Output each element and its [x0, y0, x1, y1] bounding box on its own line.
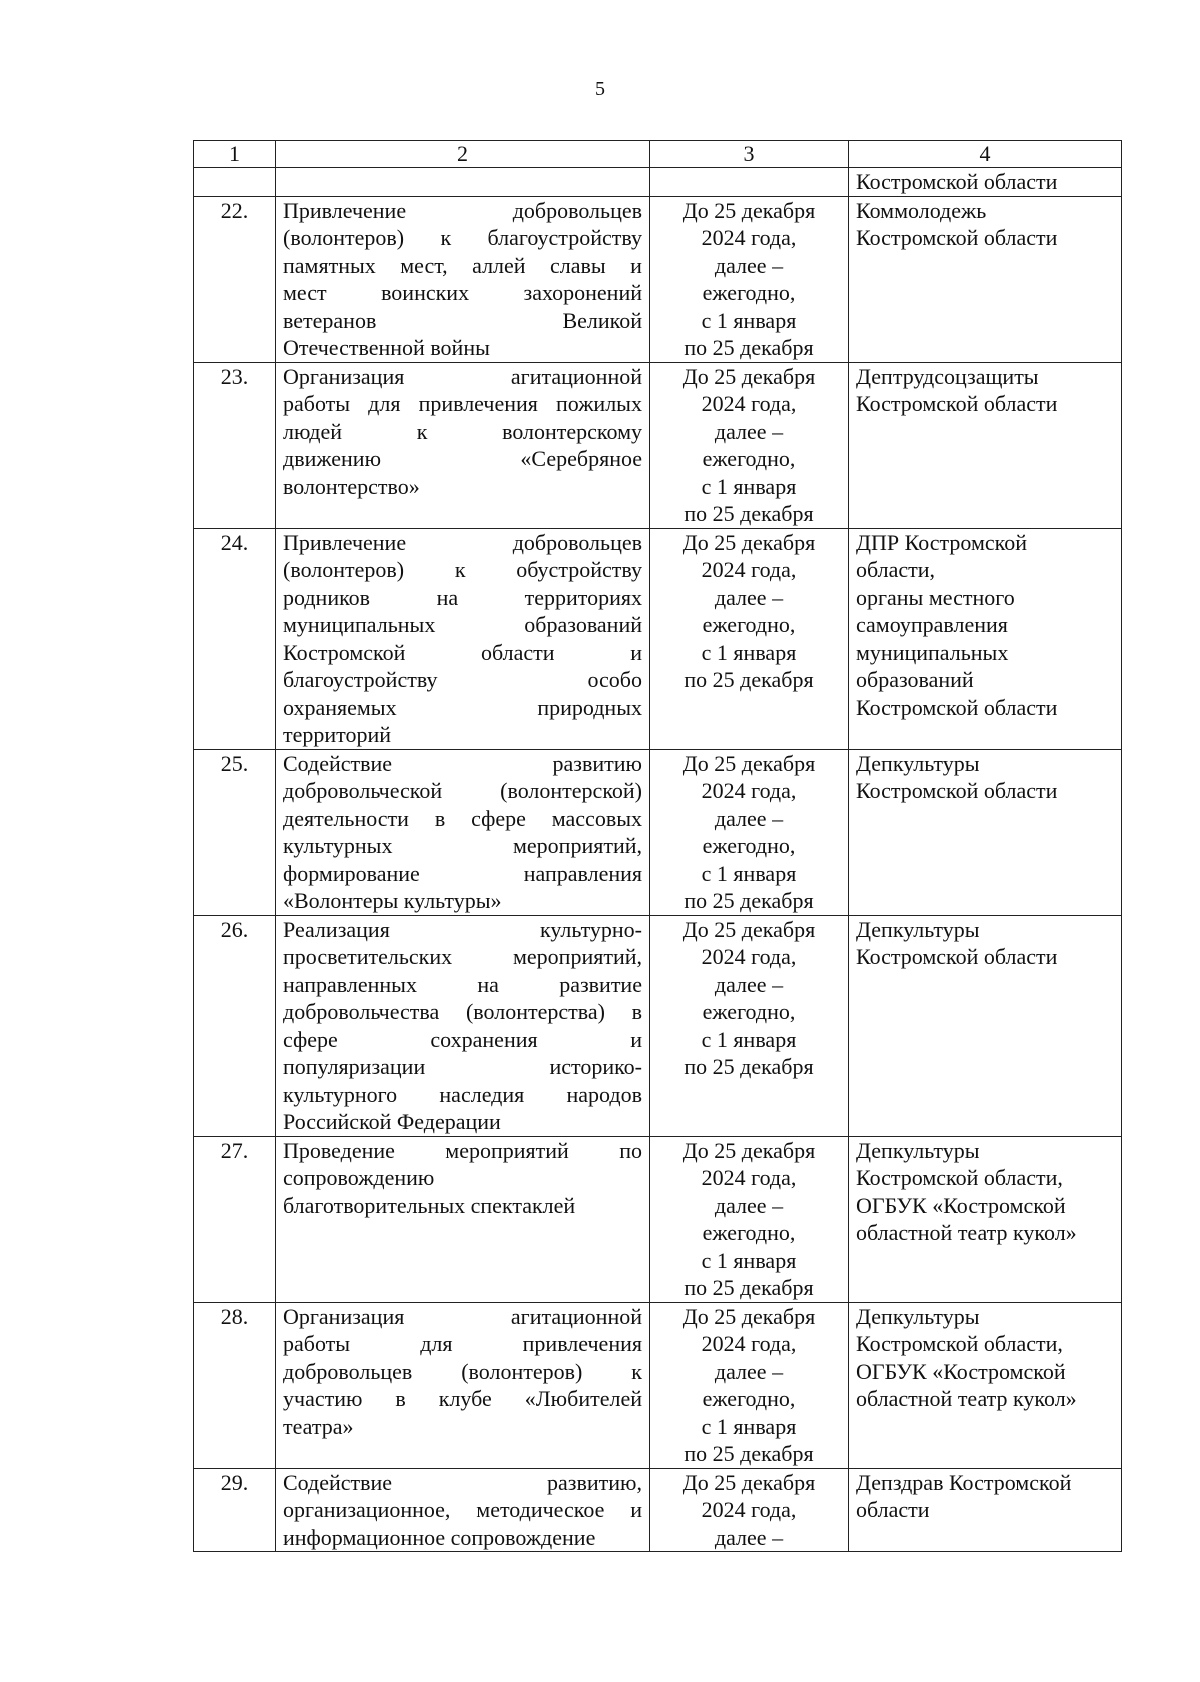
term-line: До 25 декабря — [682, 750, 816, 776]
activity-cell — [276, 196, 650, 362]
term-line: далее – — [714, 1358, 784, 1384]
activity-cell — [276, 1302, 650, 1468]
responsible-line: муниципальных — [856, 639, 1009, 665]
table-row — [194, 749, 1122, 915]
term-line: ежегодно, — [702, 612, 796, 637]
term-line: 2024 года, — [701, 557, 797, 582]
activity-line: людей к волонтерскому — [283, 418, 642, 444]
term-line: по 25 декабря — [684, 501, 814, 526]
term-line: До 25 декабря — [682, 916, 816, 942]
responsible-cell — [849, 1468, 1122, 1552]
activity-line: деятельности в сфере массовых — [283, 805, 642, 831]
activity-line: (волонтеров) к обустройству — [283, 557, 642, 582]
responsible-cell — [849, 362, 1122, 528]
activity-cell — [276, 362, 650, 528]
responsible-line: Коммолодежь — [856, 197, 987, 223]
row-number: 26. — [194, 915, 276, 1136]
activity-line: памятных мест, аллей славы и — [283, 252, 642, 278]
term-cell — [650, 749, 849, 915]
activity-line: добровольческой (волонтерской) — [283, 778, 642, 803]
activity-line: Российской Федерации — [283, 1109, 501, 1134]
term-cell — [650, 362, 849, 528]
responsible-cell — [849, 168, 1122, 197]
activity-line: работы для привлечения пожилых — [283, 391, 642, 416]
activity-line: формирование направления — [283, 860, 642, 886]
term-line: 2024 года, — [701, 1165, 797, 1190]
table-row — [194, 1302, 1122, 1468]
term-line: с 1 января — [701, 1413, 797, 1439]
activity-line: добровольцев (волонтеров) к — [283, 1358, 642, 1384]
plan-table — [193, 140, 1122, 1552]
term-line: далее – — [714, 805, 784, 831]
activity-line: сопровождению — [283, 1165, 435, 1190]
activity-line: Организация агитационной — [283, 363, 642, 389]
term-cell — [650, 168, 849, 197]
activity-line: культурных мероприятий, — [283, 833, 642, 858]
activity-line: популяризации историко- — [283, 1054, 642, 1079]
table-row — [194, 362, 1122, 528]
activity-line: движению «Серебряное — [283, 446, 642, 471]
activity-line: просветительских мероприятий, — [283, 944, 642, 969]
responsible-line: ОГБУК «Костромской — [856, 1358, 1066, 1384]
responsible-line: образований — [856, 667, 974, 692]
activity-line: Реализация культурно- — [283, 916, 642, 942]
responsible-cell — [849, 749, 1122, 915]
activity-line: ветеранов Великой — [283, 307, 642, 333]
activity-line: театра» — [283, 1413, 354, 1439]
activity-line: добровольчества (волонтерства) в — [283, 999, 642, 1024]
responsible-cell — [849, 915, 1122, 1136]
activity-cell — [276, 915, 650, 1136]
responsible-line: Костромской области, — [856, 1331, 1063, 1356]
responsible-cell — [849, 1136, 1122, 1302]
term-line: далее – — [714, 584, 784, 610]
row-number: 28. — [194, 1302, 276, 1468]
term-line: ежегодно, — [702, 446, 796, 471]
term-line: ежегодно, — [702, 280, 796, 305]
activity-line: Отечественной войны — [283, 335, 490, 360]
activity-line: волонтерство» — [283, 473, 420, 499]
responsible-line: Депкультуры — [856, 916, 980, 942]
activity-line: благоустройству особо — [283, 667, 642, 692]
term-line: по 25 декабря — [684, 1275, 814, 1300]
responsible-line: Костромской области — [856, 694, 1058, 720]
term-line: 2024 года, — [701, 944, 797, 969]
activity-line: организационное, методическое и — [283, 1497, 642, 1522]
responsible-line: Костромской области — [856, 391, 1058, 416]
column-number: 3 — [650, 141, 849, 168]
activity-line: мест воинских захоронений — [283, 280, 642, 305]
responsible-line: Депкультуры — [856, 1303, 980, 1329]
responsible-line: самоуправления — [856, 612, 1008, 637]
term-line: с 1 января — [701, 1247, 797, 1273]
row-number: 22. — [194, 196, 276, 362]
term-line: ежегодно, — [702, 833, 796, 858]
term-line: До 25 декабря — [682, 363, 816, 389]
responsible-line: Костромской области, — [856, 1165, 1063, 1190]
activity-line: культурного наследия народов — [283, 1081, 642, 1107]
activity-line: территорий — [283, 722, 392, 747]
term-line: по 25 декабря — [684, 888, 814, 913]
activity-line: Содействие развитию, — [283, 1469, 642, 1495]
table-row — [194, 528, 1122, 749]
column-number-row — [194, 141, 1122, 168]
responsible-line: области — [856, 1497, 930, 1522]
term-line: с 1 января — [701, 307, 797, 333]
responsible-line: ОГБУК «Костромской — [856, 1192, 1066, 1218]
responsible-line: Костромской области — [856, 944, 1058, 969]
term-line: 2024 года, — [701, 778, 797, 803]
responsible-line: области, — [856, 557, 936, 582]
table-row — [194, 196, 1122, 362]
table-row — [194, 915, 1122, 1136]
responsible-line: областной театр кукол» — [856, 1220, 1077, 1245]
activity-line: благотворительных спектаклей — [283, 1192, 576, 1218]
activity-cell — [276, 528, 650, 749]
term-line: далее – — [714, 252, 784, 278]
activity-cell — [276, 1468, 650, 1552]
responsible-line: органы местного — [856, 584, 1015, 610]
term-line: далее – — [714, 1524, 784, 1550]
responsible-cell — [849, 196, 1122, 362]
responsible-line: Депкультуры — [856, 750, 980, 776]
activity-line: муниципальных образований — [283, 612, 642, 637]
activity-line: сфере сохранения и — [283, 1026, 642, 1052]
activity-cell — [276, 749, 650, 915]
activity-line: Костромской области и — [283, 639, 642, 665]
page-number: 5 — [595, 78, 605, 100]
term-cell — [650, 528, 849, 749]
row-number: 29. — [194, 1468, 276, 1552]
activity-line: Содействие развитию — [283, 750, 642, 776]
term-cell — [650, 1136, 849, 1302]
continuation-row — [194, 168, 1122, 197]
term-line: далее – — [714, 971, 784, 997]
responsible-line: Депздрав Костромской — [856, 1469, 1072, 1495]
term-cell — [650, 1468, 849, 1552]
term-line: До 25 декабря — [682, 529, 816, 555]
column-number: 1 — [194, 141, 276, 168]
term-cell — [650, 915, 849, 1136]
row-number: 24. — [194, 528, 276, 749]
term-line: 2024 года, — [701, 391, 797, 416]
term-line: по 25 декабря — [684, 335, 814, 360]
activity-line: направленных на развитие — [283, 971, 642, 997]
plan-table-body — [194, 168, 1122, 1552]
term-line: 2024 года, — [701, 1331, 797, 1356]
term-line: ежегодно, — [702, 1386, 796, 1411]
table-row — [194, 1468, 1122, 1552]
responsible-line: Дептрудсоцзащиты — [856, 363, 1039, 389]
term-line: 2024 года, — [701, 225, 797, 250]
table-row — [194, 1136, 1122, 1302]
term-line: До 25 декабря — [682, 1137, 816, 1163]
term-line: далее – — [714, 1192, 784, 1218]
term-line: далее – — [714, 418, 784, 444]
responsible-line: Костромской области — [856, 169, 1058, 194]
activity-line: «Волонтеры культуры» — [283, 888, 502, 913]
activity-line: (волонтеров) к благоустройству — [283, 225, 642, 250]
row-number: 27. — [194, 1136, 276, 1302]
activity-line: информационное сопровождение — [283, 1524, 596, 1550]
term-line: ежегодно, — [702, 999, 796, 1024]
term-line: по 25 декабря — [684, 1441, 814, 1466]
responsible-line: Депкультуры — [856, 1137, 980, 1163]
responsible-line: ДПР Костромской — [856, 529, 1028, 555]
term-line: 2024 года, — [701, 1497, 797, 1522]
term-line: с 1 января — [701, 473, 797, 499]
term-line: с 1 января — [701, 860, 797, 886]
term-cell — [650, 1302, 849, 1468]
term-line: по 25 декабря — [684, 667, 814, 692]
activity-line: Привлечение добровольцев — [283, 529, 642, 555]
activity-line: работы для привлечения — [283, 1331, 642, 1356]
activity-line: Привлечение добровольцев — [283, 197, 642, 223]
activity-line: Организация агитационной — [283, 1303, 642, 1329]
activity-line: охраняемых природных — [283, 694, 642, 720]
activity-cell — [276, 168, 650, 197]
term-line: по 25 декабря — [684, 1054, 814, 1079]
row-number: 25. — [194, 749, 276, 915]
term-line: До 25 декабря — [682, 1469, 816, 1495]
term-line: ежегодно, — [702, 1220, 796, 1245]
activity-cell — [276, 1136, 650, 1302]
row-number — [194, 168, 276, 197]
activity-line: участию в клубе «Любителей — [283, 1386, 642, 1411]
activity-line: родников на территориях — [283, 584, 642, 610]
term-cell — [650, 196, 849, 362]
row-number: 23. — [194, 362, 276, 528]
activity-line: Проведение мероприятий по — [283, 1137, 642, 1163]
responsible-cell — [849, 1302, 1122, 1468]
column-number: 4 — [849, 141, 1122, 168]
responsible-line: Костромской области — [856, 225, 1058, 250]
term-line: До 25 декабря — [682, 197, 816, 223]
term-line: До 25 декабря — [682, 1303, 816, 1329]
responsible-cell — [849, 528, 1122, 749]
column-number: 2 — [276, 141, 650, 168]
term-line: с 1 января — [701, 1026, 797, 1052]
responsible-line: областной театр кукол» — [856, 1386, 1077, 1411]
responsible-line: Костромской области — [856, 778, 1058, 803]
term-line: с 1 января — [701, 639, 797, 665]
